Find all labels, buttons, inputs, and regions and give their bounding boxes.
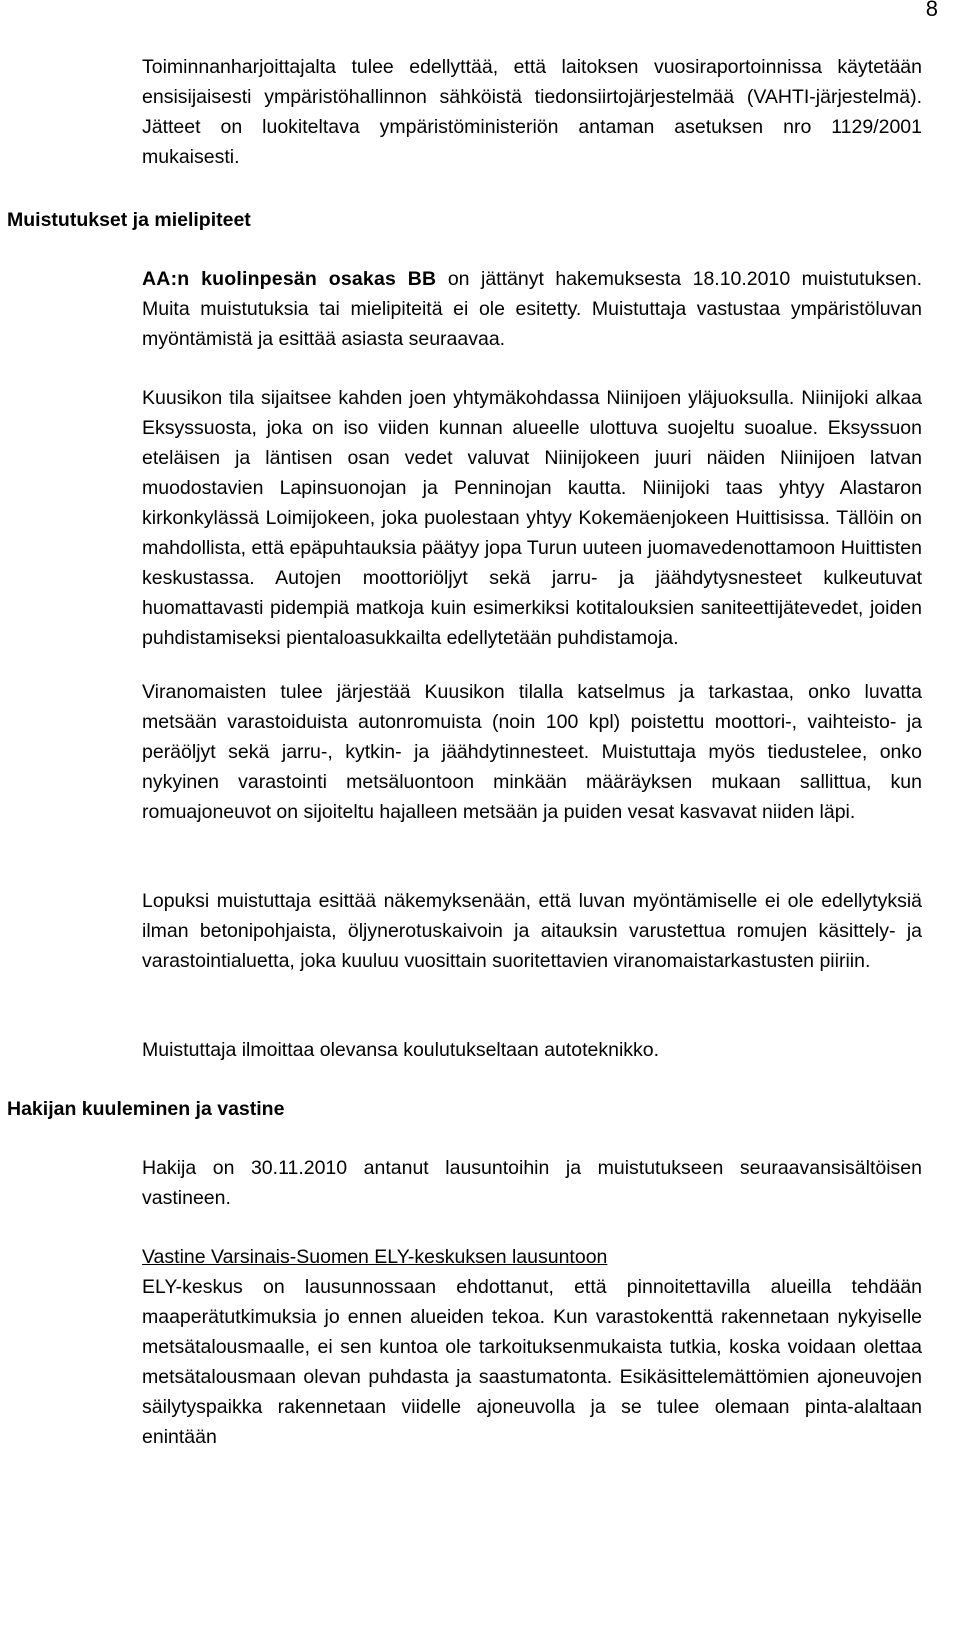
objection-paragraph-3: Lopuksi muistuttaja esittää näkemyksenään, että luvan myöntämiselle ei ole edellytyksiä ilman betonipohjaista, öljynerotuskaivoin ja aitauksin varustettua romujen käsittely- ja varastointialuetta, joka kuuluu vuosittain suoritettavien viranomaistarkastusten piiriin. [142,890,922,972]
intro-paragraph [142,52,922,172]
objection-paragraph-2: Viranomaisten tulee järjestää Kuusikon tilalla katselmus ja tarkastaa, onko luvatta metsään varastoiduista autonromuista (noin 100 kpl) poistettu moottori-, vaihteisto- ja peräöljyt sekä jarru-, kytkin- ja jäähdytinnesteet. Muistuttaja myös tiedustelee, onko nykyinen varastointi metsäluontoon minkään määräyksen mukaan sallittua, kun romuajoneuvot on sijoiteltu hajalleen metsään ja puiden vesat kasvavat niiden läpi. [142,681,922,823]
response-body: ELY-keskus on lausunnossaan ehdottanut, että pinnoitettavilla alueilla tehdään maaperätutkimuksia jo ennen alueiden tekoa. Kun varastokenttä rakennetaan nykyiselle metsätalousmaalle, ei sen kuntoa ole tarkoituksenmukaista tutkia, koska voidaan olettaa metsätalousmaan olevan puhdasta ja saastumatonta. Esikäsittelemättömien ajoneuvojen säilytyspaikka rakennetaan viidelle ajoneuvolla ja se tulee olemaan pinta-alaltaan enintään [142,1276,922,1448]
section-heading-response: Hakijan kuuleminen ja vastine [7,1098,285,1120]
page-number: 8 [925,0,938,21]
objection-paragraph-4: Muistuttaja ilmoittaa olevansa koulutukseltaan autoteknikko. [142,1039,660,1061]
objection-lead-text: on jättänyt hakemuksesta 18.10.2010 muistutuksen. Muita muistutuksia tai mielipiteitä ei ole esitetty. Muistuttaja vastustaa ympäristöluvan myöntämistä ja esittää asiasta seuraavaa. [142,268,922,350]
intro-text: Toiminnanharjoittajalta tulee edellyttää, että laitoksen vuosiraportoinnissa käytetään ensisijaisesti ympäristöhallinnon sähköistä tiedonsiirtojärjestelmää (VAHTI-järjestelmä). Jätteet on luokiteltava ympäristöministeriön antaman asetuksen nro 1129/2001 mukaisesti. [142,56,922,168]
objection-paragraph-1: Kuusikon tila sijaitsee kahden joen yhtymäkohdassa Niinijoen yläjuoksulla. Niinijoki alkaa Eksyssuosta, joka on iso viiden kunnan alueelle ulottuva suojeltu suoalue. Eksyssuon eteläisen ja läntisen osan vedet valuvat Niinijokeen juuri näiden Niinijoen latvan muodostavien Lapinsuonojan ja Penninojan kautta. Niinijoki taas yhtyy Alastaron kirkonkylässä Loimijokeen, joka puolestaan yhtyy Kokemäenjokeen Huittisissa. Tällöin on mahdollista, että epäpuhtauksia päätyy jopa Turun uuteen juomavedenottamoon Huittisten keskustassa. Autojen moottoriöljyt sekä jarru- ja jäähdytysnesteet kulkeutuvat huomattavasti pidempiä matkoja kuin esimerkiksi kotitalouksien saniteettijätevedet, joiden puhdistamiseksi pientaloasukkailta edellytetään puhdistamoja. [142,387,922,649]
objector-name: AA:n kuolinpesän osakas BB [142,268,437,290]
response-subheading: Vastine Varsinais-Suomen ELY-keskuksen lausuntoon [142,1246,608,1268]
section-heading-objections: Muistutukset ja mielipiteet [7,209,251,231]
response-paragraph: Hakija on 30.11.2010 antanut lausuntoihin ja muistutukseen seuraavansisältöisen vastineen. [142,1157,922,1209]
objection-lead-paragraph [142,264,922,354]
